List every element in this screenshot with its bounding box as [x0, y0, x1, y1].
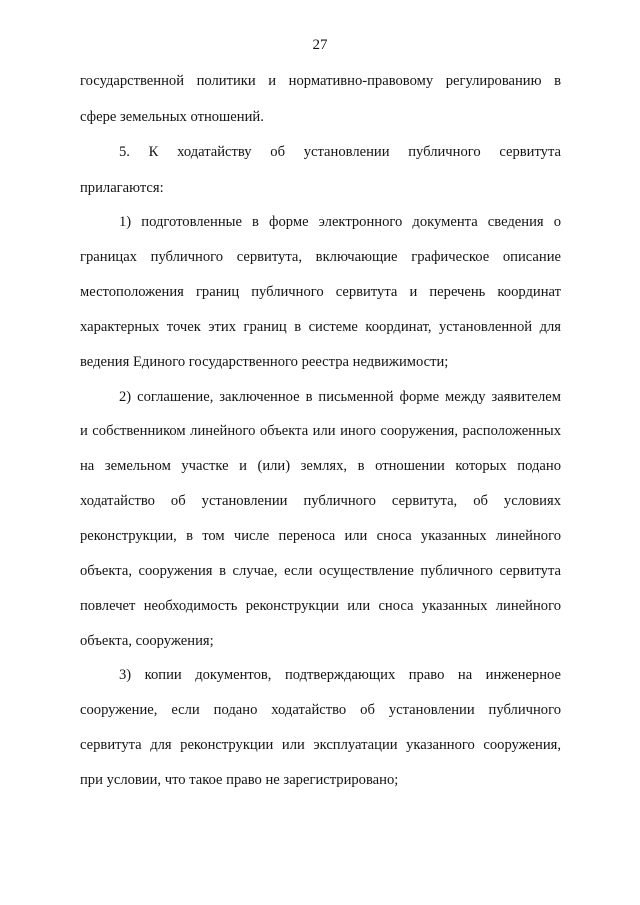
text-line: объекта, сооружения в случае, если осуществление публичного сервитута [80, 563, 561, 579]
text-line: ходатайство об установлении публичного сервитута, об условиях [80, 493, 561, 509]
text-line: на земельном участке и (или) землях, в отношении которых подано [80, 458, 561, 474]
text-line: ведения Единого государственного реестра недвижимости; [80, 354, 449, 370]
text-line: границах публичного сервитута, включающие графическое описание [80, 249, 561, 265]
text-line: объекта, сооружения; [80, 633, 214, 649]
text-line: повлечет необходимость реконструкции или сноса указанных линейного [80, 598, 561, 614]
text-line: реконструкции, в том числе переноса или сноса указанных линейного [80, 528, 561, 544]
paragraph-5-heading: 5. К ходатайству об установлении публичного сервитута [119, 144, 561, 160]
text-line: сооружение, если подано ходатайство об установлении публичного [80, 702, 561, 718]
page-number: 27 [312, 37, 328, 53]
text-line: государственной политики и нормативно-правовому регулированию в [80, 73, 561, 89]
list-item-2-start: 2) соглашение, заключенное в письменной форме между заявителем [119, 389, 561, 405]
text-line: местоположения границ публичного сервитута и перечень координат [80, 284, 561, 300]
list-item-1-start: 1) подготовленные в форме электронного документа сведения о [119, 214, 561, 230]
text-line: и собственником линейного объекта или иного сооружения, расположенных [80, 423, 561, 439]
text-line: сервитута для реконструкции или эксплуатации указанного сооружения, [80, 737, 561, 753]
text-line: при условии, что такое право не зарегистрировано; [80, 772, 399, 788]
list-item-3-start: 3) копии документов, подтверждающих право на инженерное [119, 667, 561, 683]
text-line: сфере земельных отношений. [80, 109, 264, 125]
text-line: характерных точек этих границ в системе координат, установленной для [80, 319, 561, 335]
text-line: прилагаются: [80, 180, 164, 196]
